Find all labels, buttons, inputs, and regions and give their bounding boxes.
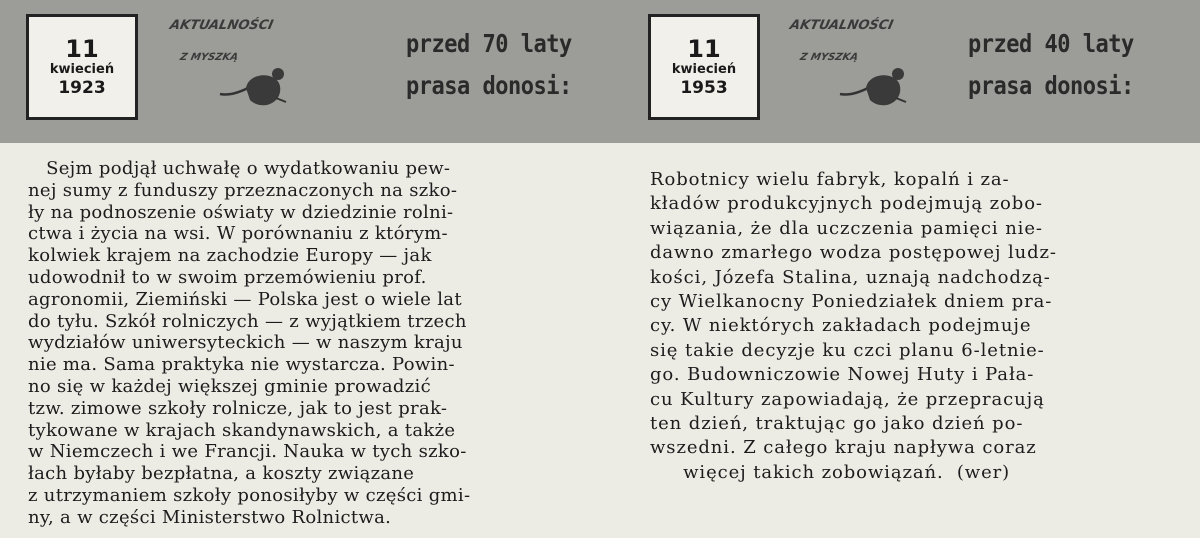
logo-text-1: AKTUALNOŚCI bbox=[168, 18, 275, 33]
article-line: nie ma. Sama praktyka nie wystarcza. Powin- bbox=[28, 354, 455, 376]
article-line: cu Kultury zapowiadają, że przepracują bbox=[650, 388, 1045, 410]
article-line: udowodnił to w swoim przemówieniu prof. bbox=[28, 266, 427, 288]
article-line: kości, Józefa Stalina, uznają nadchodzą- bbox=[650, 266, 1051, 288]
article-line: cy. W niektórych zakładach podejmuje bbox=[650, 315, 1032, 337]
date-day: 11 bbox=[65, 35, 99, 63]
header-band bbox=[0, 0, 1200, 143]
article-line: dawno zmarłego wodza postępowej ludz- bbox=[650, 242, 1057, 264]
headline-line-2: prasa donosi: bbox=[406, 72, 572, 101]
article-line: wiązania, że dla uczczenia pamięci nie- bbox=[650, 217, 1043, 239]
article-line: łach byłaby bezpłatna, a koszty związane bbox=[28, 463, 415, 485]
date-box-left bbox=[26, 14, 138, 120]
logo-text-1: AKTUALNOŚCI bbox=[788, 18, 895, 33]
mouse-logo bbox=[786, 18, 916, 113]
date-box-right bbox=[648, 14, 760, 120]
left-article bbox=[28, 158, 588, 529]
mouse-icon bbox=[216, 58, 296, 113]
left-header bbox=[0, 0, 600, 143]
headline-right bbox=[968, 30, 1134, 102]
article-line: cy Wielkanocny Poniedziałek dniem pra- bbox=[650, 291, 1053, 313]
date-year: 1923 bbox=[58, 78, 106, 98]
article-line: w Niemczech i we Francji. Nauka w tych szko- bbox=[28, 441, 467, 463]
logo-text-2: Z MYSZKĄ bbox=[178, 52, 240, 63]
headline-line-1: przed 70 laty bbox=[406, 30, 572, 59]
date-day: 11 bbox=[687, 35, 721, 63]
mouse-logo bbox=[166, 18, 296, 113]
article-line: Robotnicy wielu fabryk, kopalń i za- bbox=[650, 169, 1010, 190]
article-line: tzw. zimowe szkoły rolnicze, jak to jest prak- bbox=[28, 397, 448, 419]
article-line: nej sumy z funduszy przeznaczonych na szko- bbox=[28, 179, 458, 201]
article-line: się takie decyzje ku czci planu 6-letnie- bbox=[650, 339, 1045, 361]
right-article bbox=[650, 168, 1190, 485]
article-line: wydziałów uniwersyteckich — w naszym kraju bbox=[28, 332, 463, 354]
article-line: go. Budowniczowie Nowej Huty i Pała- bbox=[650, 364, 1035, 386]
article-line: kolwiek krajem na zachodzie Europy — jak bbox=[28, 245, 432, 267]
article-line: z utrzymaniem szkoły ponosiłyby w części gmi- bbox=[28, 484, 471, 506]
date-year: 1953 bbox=[680, 78, 728, 98]
article-line: do tyłu. Szkół rolniczych — z wyjątkiem trzech bbox=[28, 310, 467, 332]
date-month: kwiecień bbox=[49, 62, 115, 77]
headline-line-1: przed 40 laty bbox=[968, 30, 1134, 59]
right-header bbox=[600, 0, 1200, 143]
article-line: tykowane w krajach skandynawskich, a także bbox=[28, 419, 456, 441]
article-line: Sejm podjął uchwałę o wydatkowaniu pew- bbox=[28, 158, 451, 179]
article-line: ctwa i życia na wsi. W porównaniu z którym- bbox=[28, 223, 448, 245]
article-line: więcej takich zobowiązań. (wer) bbox=[650, 461, 1011, 483]
headline-line-2: prasa donosi: bbox=[968, 72, 1134, 101]
headline-left bbox=[406, 30, 572, 102]
article-line: ny, a w części Ministerstwo Rolnictwa. bbox=[28, 506, 392, 528]
article-line: ten dzień, traktując go jako dzień po- bbox=[650, 413, 1024, 435]
mouse-icon bbox=[836, 58, 916, 113]
article-line: ły na podnoszenie oświaty w dziedzinie rolni- bbox=[28, 201, 454, 223]
date-month: kwiecień bbox=[671, 62, 737, 77]
article-line: agronomii, Ziemiński — Polska jest o wiele lat bbox=[28, 288, 462, 310]
article-line: no się w każdej większej gminie prowadzić bbox=[28, 375, 431, 397]
article-line: kładów produkcyjnych podejmują zobo- bbox=[650, 193, 1043, 215]
article-line: wszedni. Z całego kraju napływa coraz bbox=[650, 437, 1037, 459]
logo-text-2: Z MYSZKĄ bbox=[798, 52, 860, 63]
